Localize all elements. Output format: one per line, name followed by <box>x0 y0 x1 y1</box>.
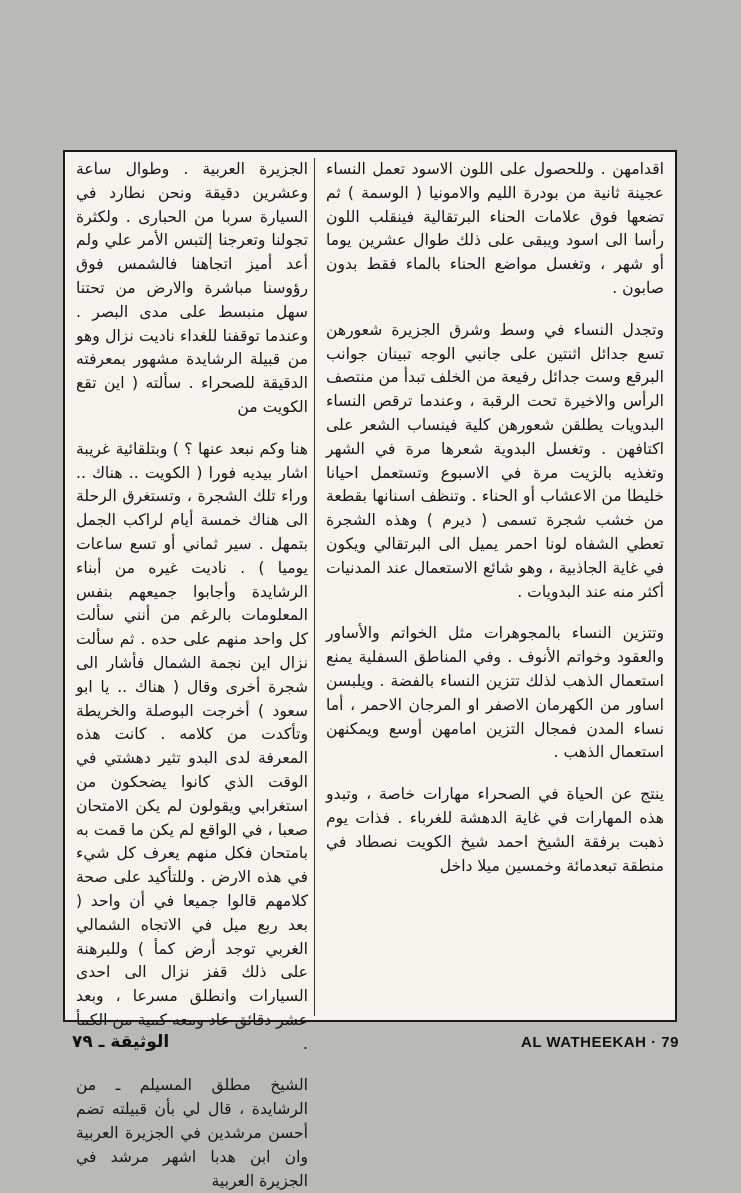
paragraph: الشيخ مطلق المسيلم ـ من الرشايدة ، قال لي بأن قبيلته تضم أحسن مرشدين في الجزيرة العربية وان ابن هدبا اشهر مرشد في الجزيرة العربية <box>76 1076 308 1190</box>
footer-magazine-page-number: AL WATHEEKAH · 79 <box>521 1034 679 1051</box>
paragraph: ينتج عن الحياة في الصحراء مهارات خاصة ، وتبدو هذه المهارات في غاية الدهشة للغرباء . فذات يوم ذهبت برفقة الشيخ احمد شيخ الكويت نصطاد في منطقة تبعدمائة وخمسين ميلا داخل <box>326 785 664 875</box>
paragraph: اقدامهن . وللحصول على اللون الاسود تعمل النساء عجينة ثانية من بودرة الليم والامونيا ( الوسمة ) ثم تضعها فوق علامات الحناء البرتقالية فينقلب اللون رأسا الى اسود ويبقى على ذلك طوال عشرين يوما أو شهر ، وتغسل مواضع الحناء بالماء فقط بدون صابون . <box>326 160 664 297</box>
paragraph: وتتزين النساء بالمجوهرات مثل الخواتم والأساور والعقود وخواتم الأنوف . وفي المناطق السفلية يمنع استعمال الذهب لذلك تتزين النساء بالفضة . ويلبسن اساور من الكهرمان الاصفر او المرجان الاحمر ، أما نساء المدن فمجال التزين امامهن أوسع ويمكنهن استعمال الذهب . <box>326 624 664 762</box>
paragraph: الجزيرة العربية . وطوال ساعة وعشرين دقيقة ونحن نطارد في السيارة سربا من الحبارى . ولكثرة تجولنا وتعرجنا إلتبس الأمر علي ولم أعد أميز اتجاهنا فالشمس فوق رؤوسنا مباشرة والارض من تحتنا سهل منبسط على مدى البصر . وعندما توقفنا للغداء ناديت نزال وهو من قبيلة الرشايدة مشهور بمعرفته الدقيقة للصحراء . سألته ( اين تقع الكويت من <box>76 160 308 416</box>
paragraph: وتجدل النساء في وسط وشرق الجزيرة شعورهن تسع جدائل اثنتين على جانبي الوجه تبينان جوانب البرقع وست جدائل رفيعة من الخلف تبدأ من منتصف الرأس والاخيرة تحت الرقبة ، وعندما ترقص النساء البدويات يطلقن شعورهن كلية فينساب الشعر على اكتافهن . وتغسل البدوية شعرها مرة في الشهر وتغذيه بالزيت مرة في الاسبوع وتستعمل احيانا خليطا من الاعشاب أو الحناء . وتنظف اسنانها بقطعة من خشب شجرة تسمى ( ديرم ) وهذه الشجرة تعطي الشفاه لونا احمر يميل الى البرتقالي ويكون في غاية الجاذبية ، وهو شائع الاستعمال عند المدنيات أكثر منه عند البدويات . <box>326 320 664 601</box>
paragraph: هنا وكم نبعد عنها ؟ ) وبتلقائية غريبة اشار بيديه فورا ( الكويت .. هناك .. وراء تلك الشجرة ، وتستغرق الرحلة الى هناك خمسة أيام لراكب الجمل بتمهل . سير ثماني أو تسع ساعات يوميا ) . ناديت غيره من أبناء الرشايدة وأجابوا جميعهم بنفس المعلومات بالرغم من أنني سألت كل واحد منهم على حده . ثم سألت نزال اين نجمة الشمال فأشار الى شجرة أخرى وقال ( هناك .. يا ابو سعود ) أخرجت البوصلة والخريطة وتأكدت من كلامه . كانت هذه المعرفة لدى البدو تثير دهشتي في الوقت الذي كانوا يضحكون من استغرابي ويقولون لم يكن الامتحان صعبا ، في الواقع لم يكن ما قمت به بامتحان فكل منهم يعرف كل شيء في هذه الارض . وللتأكيد على صحة كلامهم قالوا جميعا في أن واحد ( بعد ربع ميل في الاتجاه الشمالي الغربي توجد أرض كمأ ) وللبرهنة على ذلك قفز نزال الى احدى السيارات وانطلق مسرعا ، وبعد عشر دقائق عاد ومعه كمية من الكمأ . <box>75 439 308 1053</box>
footer-arabic-page-number: الوثيقة ـ ٧٩ <box>72 1032 170 1052</box>
column-divider <box>314 158 315 1016</box>
page-footer <box>0 1032 741 1058</box>
article-column-right <box>326 158 664 878</box>
